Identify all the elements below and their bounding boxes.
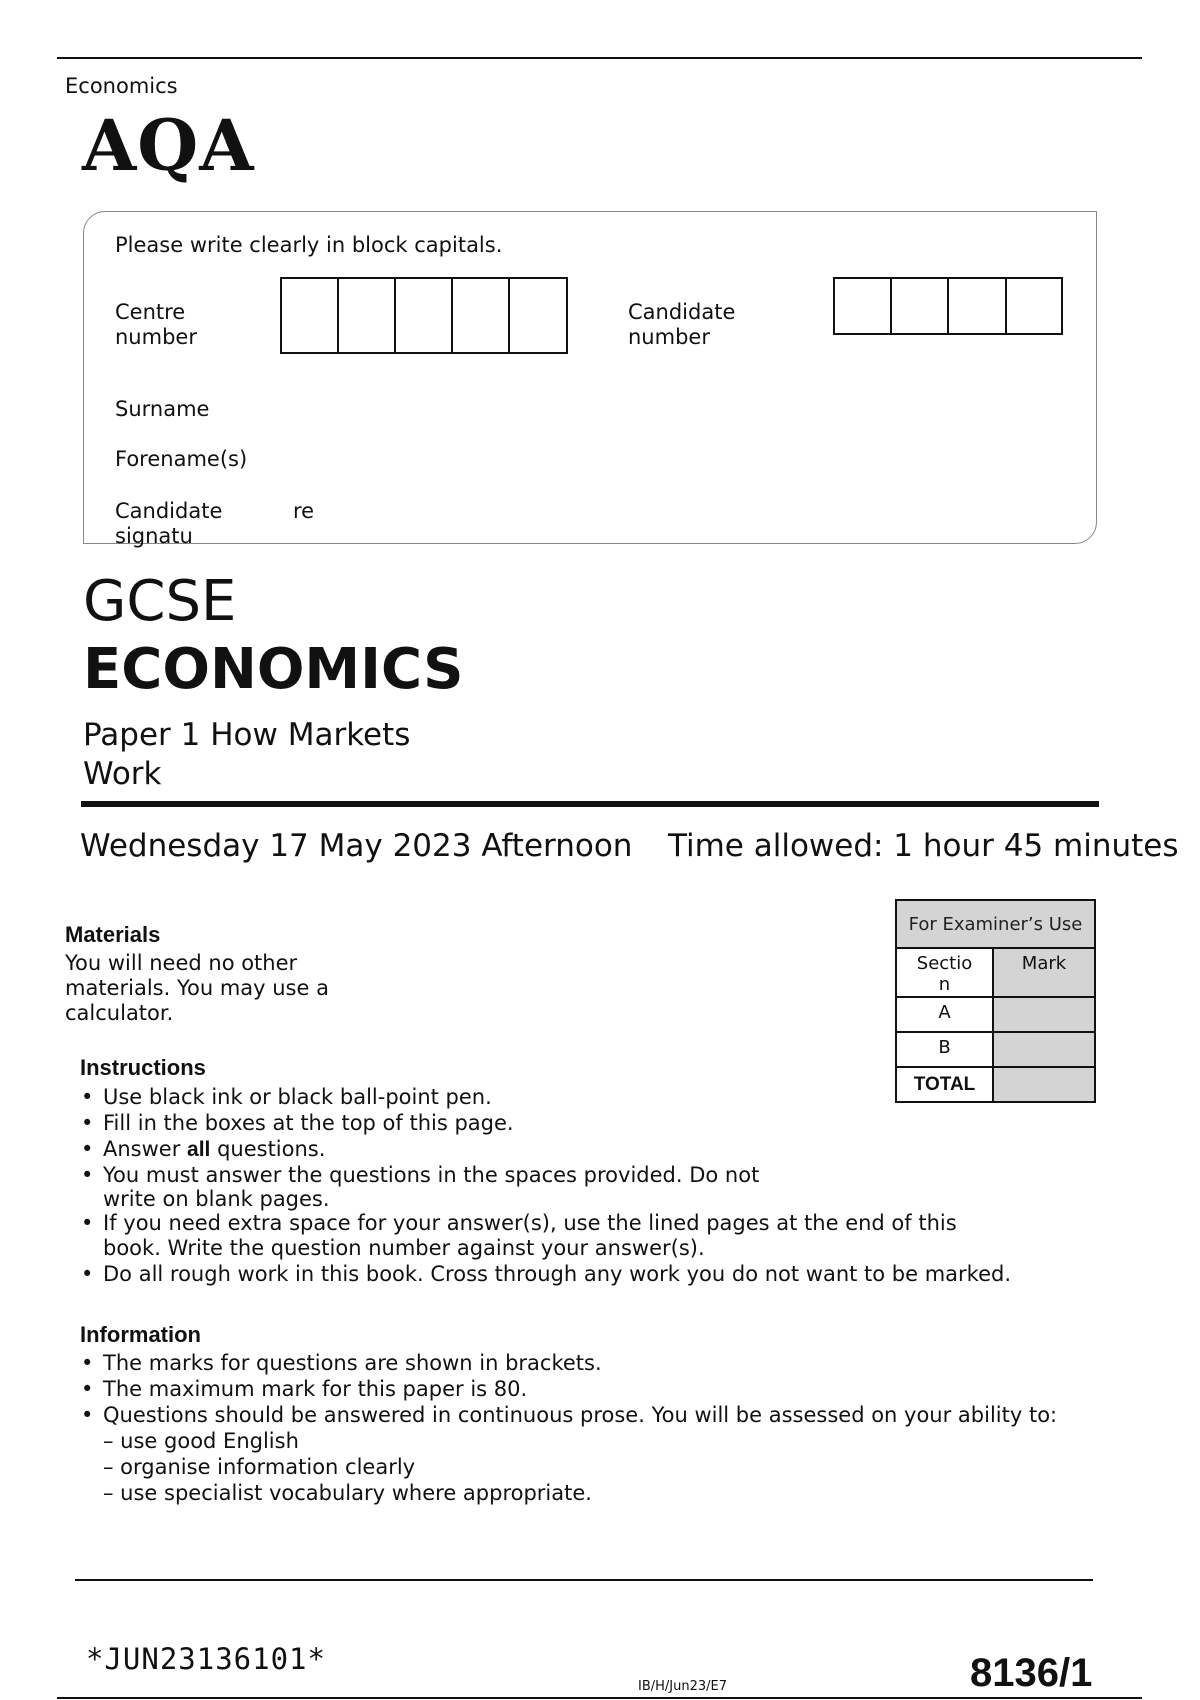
instruction-item [80,1136,1140,1163]
centre-number-boxes[interactable] [280,277,568,354]
instruction-emphasis: all [187,1138,211,1161]
centre-digit-box[interactable] [510,279,566,352]
information-item: • The marks for questions are shown in brackets. [80,1350,1180,1376]
examiners-use-heading: For Examiner’s Use [897,901,1094,949]
information-list [80,1350,1180,1506]
information-item [80,1402,1180,1506]
centre-digit-box[interactable] [396,279,453,352]
instruction-item: • Fill in the boxes at the top of this page. [80,1110,1140,1136]
aqa-logo: AQA [82,104,255,187]
subject-title: ECONOMICS [83,637,464,702]
centre-number-label: Centre number [115,300,197,349]
candidate-details-box [83,211,1097,544]
centre-digit-box[interactable] [339,279,396,352]
paper-title: Paper 1 How Markets Work [83,717,411,792]
instructions-heading: Instructions [80,1055,206,1080]
candidate-number-boxes[interactable] [833,277,1063,335]
section-row [897,998,1094,1033]
mark-column-header: Mark [994,949,1094,996]
candidate-signature-label-suffix: re [293,499,315,523]
subject-label: Economics [65,74,178,98]
forenames-label: Forename(s) [115,447,248,471]
candidate-digit-box[interactable] [1007,279,1061,333]
exam-date: Wednesday 17 May 2023 Afternoon [80,828,633,864]
section-column-header: Sectio n [897,949,994,996]
instruction-text: Answer [103,1137,188,1161]
materials-text: You will need no other materials. You may use a calculator. [65,951,329,1025]
bottom-rule [57,1697,1142,1699]
paper-reference: IB/H/Jun23/E7 [638,1679,728,1694]
mark-cell [994,1033,1094,1066]
examiners-use-table [895,899,1096,1103]
candidate-digit-box[interactable] [892,279,949,333]
block-capitals-instruction: Please write clearly in block capitals. [115,233,503,257]
section-label: A [897,998,994,1031]
assessment-criteria-list [103,1428,1180,1506]
time-allowed: Time allowed: 1 hour 45 minutes [668,828,1179,864]
section-row [897,1033,1094,1068]
instruction-item: • If you need extra space for your answer(s), use the lined pages at the end of this book. Write the question number against your answer(s). [80,1211,1140,1261]
candidate-digit-box[interactable] [949,279,1007,333]
examiners-table-header-row [897,949,1094,998]
title-rule [81,801,1099,807]
instruction-item: • You must answer the questions in the spaces provided. Do not write on blank pages. [80,1163,1140,1211]
paper-code: 8136/1 [970,1651,1093,1695]
top-rule [57,57,1142,59]
instruction-item: • Use black ink or black ball-point pen. [80,1084,1140,1110]
candidate-signature-label: Candidate signatu [115,499,223,548]
information-heading: Information [80,1322,201,1347]
instruction-text: questions. [210,1137,326,1161]
information-item-text: Questions should be answered in continuous prose. You will be assessed on your ability to: [103,1403,1058,1427]
materials-heading: Materials [65,922,161,947]
candidate-digit-box[interactable] [835,279,892,333]
centre-digit-box[interactable] [453,279,510,352]
centre-digit-box[interactable] [282,279,339,352]
assessment-criterion: – use good English [103,1429,299,1453]
barcode-text: *JUN23136101* [86,1642,326,1676]
surname-label: Surname [115,397,210,421]
assessment-criterion: – organise information clearly [103,1455,416,1479]
instruction-item: • Do all rough work in this book. Cross through any work you do not want to be marked. [80,1261,1140,1287]
information-item: • The maximum mark for this paper is 80. [80,1376,1180,1402]
candidate-number-label: Candidate number [628,300,736,349]
section-label: B [897,1033,994,1066]
footer-rule [75,1579,1093,1581]
total-label: TOTAL [897,1068,994,1101]
assessment-criterion: – use specialist vocabulary where appropriate. [103,1481,592,1505]
instructions-list [80,1084,1140,1287]
mark-cell [994,998,1094,1031]
qualification-title: GCSE [83,569,237,634]
